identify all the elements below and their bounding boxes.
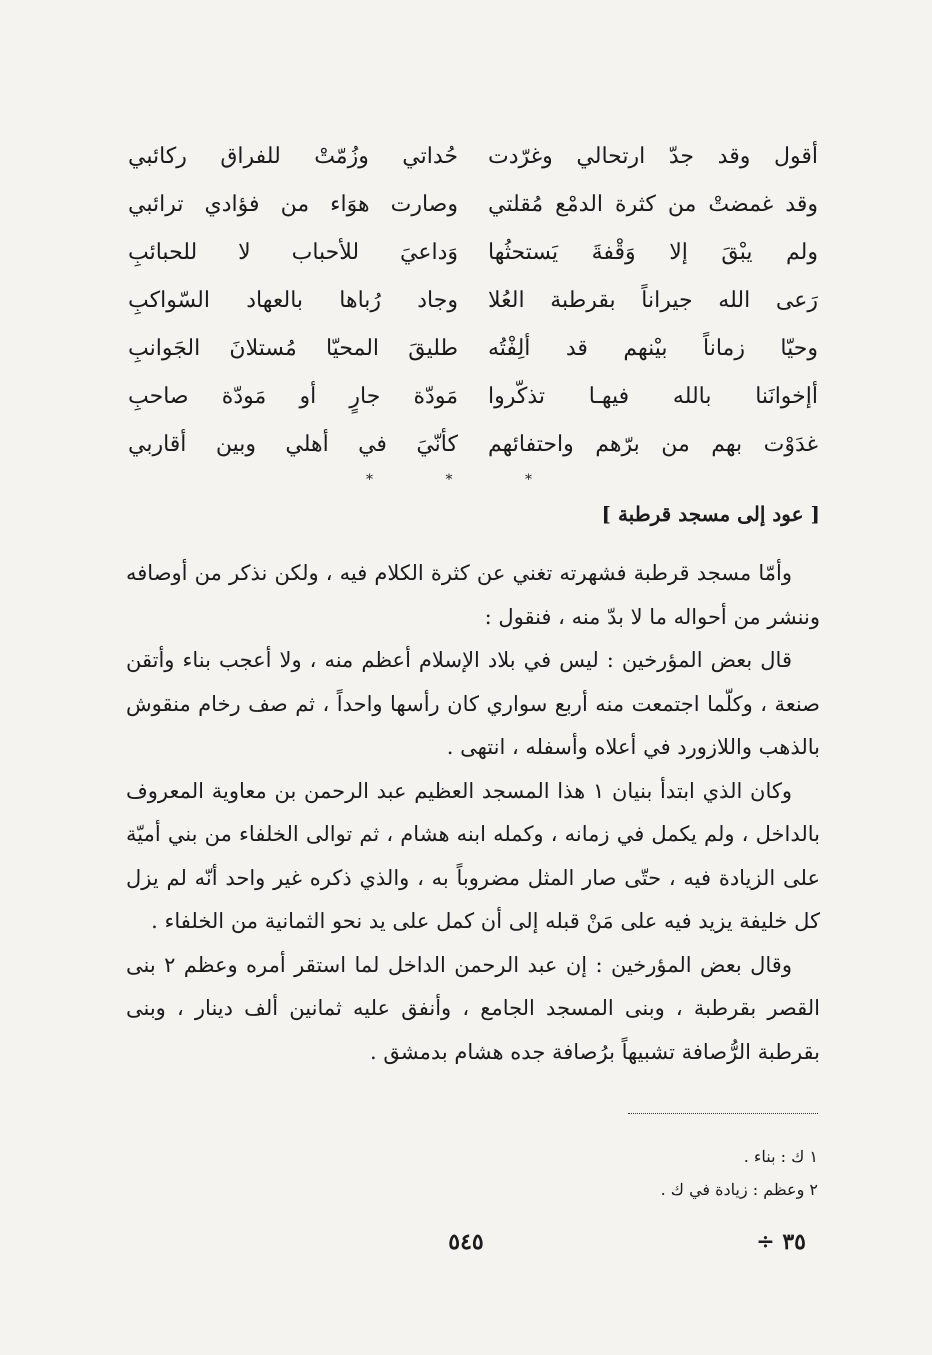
verse-second-hemistich: وجاد رُباها بالعهاد السّواكبِ: [128, 288, 458, 313]
page-number: ٥٤٥: [448, 1229, 484, 1255]
paragraph: وقال بعض المؤرخين : إن عبد الرحمن الداخل لما استقر أمره وعظم ٢ بنى القصر بقرطبة ، وبنى المسجد الجامع ، وأنفق عليه ثمانين ألف دينار ، وبنى بقرطبة الرُّصافة تشبيهاً برُصافة جده هشام بدمشق .: [126, 952, 820, 1064]
poem-verse: [128, 133, 818, 181]
paragraph: وأمّا مسجد قرطبة فشهرته تغني عن كثرة الكلام فيه ، ولكن نذكر من أوصافه وننشر من أحواله ما لا بدّ منه ، فنقول :: [126, 561, 820, 629]
footnote: ١ ك : بناء .: [743, 1147, 818, 1166]
verse-first-hemistich: وحيّا زماناً بيْنهم قد ألِفْتُه: [488, 336, 818, 361]
poem-verse: [128, 373, 818, 421]
verse-second-hemistich: وَداعيَ للأحباب لا للحبائبِ: [128, 240, 458, 265]
verse-second-hemistich: وصارت هوَاء من فؤادي ترائبي: [128, 192, 458, 217]
verse-second-hemistich: طليقَ المحيّا مُستلانَ الجَوانبِ: [128, 336, 458, 361]
poem-verse: [128, 325, 818, 373]
verse-first-hemistich: رَعى الله جيراناً بقرطبة العُلا: [488, 288, 818, 313]
verse-second-hemistich: كأنّيَ في أهلي وبين أقاربي: [128, 432, 458, 457]
footnote-divider: [628, 1113, 818, 1114]
poem-verse: [128, 181, 818, 229]
verse-second-hemistich: حُداتي وزُمّتْ للفراق ركائبي: [128, 144, 458, 169]
poem-verse: [128, 421, 818, 469]
footnotes: [661, 1140, 818, 1206]
verse-first-hemistich: ولم يبْقَ إلا وَقْفةَ يَستحثُها: [488, 240, 818, 265]
body-text: [126, 552, 820, 1074]
verse-first-hemistich: غدَوْت بهم من برّهم واحتفائهم: [488, 432, 818, 457]
poem-verse: [128, 229, 818, 277]
section-ornament: * * *: [366, 472, 566, 488]
verse-first-hemistich: أإخوانَنا بالله فيهـا تذكّروا: [488, 384, 818, 409]
poem-verse: [128, 277, 818, 325]
poem: [128, 133, 818, 469]
paragraph: قال بعض المؤرخين : ليس في بلاد الإسلام أعظم منه ، ولا أعجب بناء وأتقن صنعة ، وكلّما اجتمعت منه أربع سواري كان رأسها واحداً ، ثم صف رخام منقوش بالذهب واللازورد في أعلاه وأسفله ، انتهى .: [126, 648, 820, 759]
section-heading: [ عود إلى مسجد قرطبة ]: [601, 502, 820, 526]
verse-second-hemistich: مَودّة جارٍ أو مَودّة صاحبِ: [128, 384, 458, 409]
footnote: ٢ وعظم : زيادة في ك .: [660, 1180, 818, 1199]
signature-mark: ٣٥ ÷: [756, 1229, 806, 1255]
paragraph: وكان الذي ابتدأ بنيان ١ هذا المسجد العظيم عبد الرحمن بن معاوية المعروف بالداخل ، ولم يكمل في زمانه ، وكمله ابنه هشام ، ثم توالى الخلفاء من بني أميّة على الزيادة فيه ، حتّى صار المثل مضروباً به ، والذي ذكره غير واحد أنّه لم يزل كل خليفة يزيد فيه على مَنْ قبله إلى أن كمل على يد نحو الثمانية من الخلفاء .: [126, 778, 820, 933]
verse-first-hemistich: أقول وقد جدّ ارتحالي وغرّدت: [488, 144, 818, 169]
verse-first-hemistich: وقد غمضتْ من كثرة الدمْع مُقلتي: [488, 192, 818, 217]
